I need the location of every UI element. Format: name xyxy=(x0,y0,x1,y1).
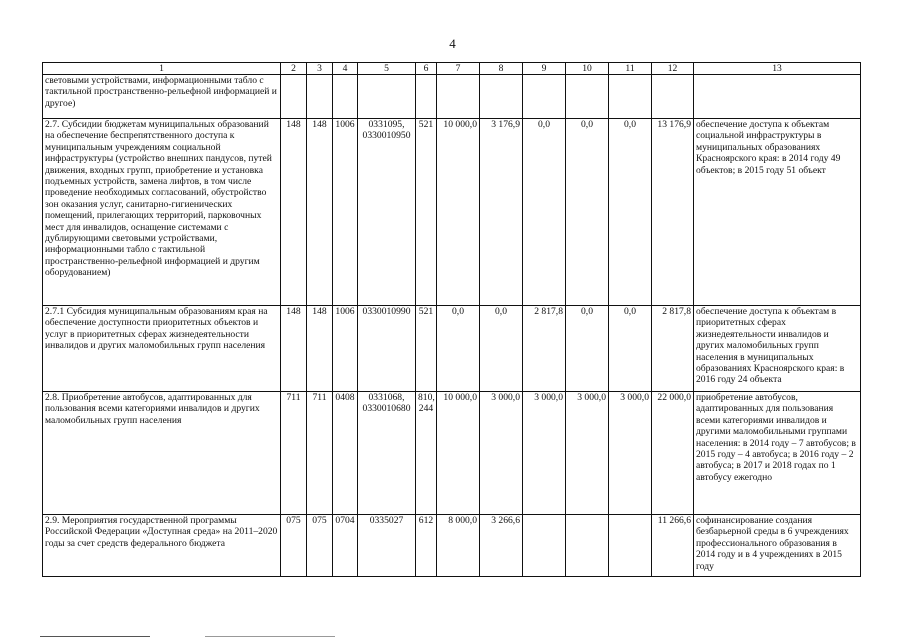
header-cell: 2 xyxy=(281,63,307,75)
result-cell xyxy=(694,75,861,119)
amount-cell: 0,0 xyxy=(523,119,566,306)
cell xyxy=(358,75,416,119)
cell xyxy=(523,75,566,119)
code-cell: 521 xyxy=(416,119,437,306)
header-cell: 4 xyxy=(333,63,358,75)
amount-cell: 3 000,0 xyxy=(523,392,566,515)
amount-cell: 8 000,0 xyxy=(437,515,480,577)
code-cell: 0331068, 0330010680 xyxy=(358,392,416,515)
page-number: 4 xyxy=(449,36,456,51)
amount-cell: 3 266,6 xyxy=(480,515,523,577)
result-cell: софинансирование создания безбарьерной среды в 6 учреждениях профессионального образования в 2014 году и в 4 учреждениях в 2015 году xyxy=(694,515,861,577)
cell xyxy=(307,75,333,119)
code-cell: 148 xyxy=(307,119,333,306)
code-cell: 612 xyxy=(416,515,437,577)
amount-cell: 2 817,8 xyxy=(523,306,566,392)
header-cell: 7 xyxy=(437,63,480,75)
cell xyxy=(652,75,694,119)
cell xyxy=(437,75,480,119)
header-cell: 6 xyxy=(416,63,437,75)
code-cell: 1006 xyxy=(333,119,358,306)
table-row xyxy=(43,306,861,392)
amount-cell xyxy=(566,515,609,577)
header-cell: 10 xyxy=(566,63,609,75)
amount-cell: 0,0 xyxy=(566,119,609,306)
header-cell: 1 xyxy=(43,63,281,75)
cell xyxy=(281,75,307,119)
table-row xyxy=(43,515,861,577)
header-cell: 13 xyxy=(694,63,861,75)
amount-cell: 10 000,0 xyxy=(437,392,480,515)
code-cell: 521 xyxy=(416,306,437,392)
amount-cell: 10 000,0 xyxy=(437,119,480,306)
amount-cell: 3 176,9 xyxy=(480,119,523,306)
column-number-row xyxy=(43,63,861,75)
code-cell: 148 xyxy=(307,306,333,392)
code-cell: 148 xyxy=(281,306,307,392)
header-cell: 9 xyxy=(523,63,566,75)
amount-cell: 3 000,0 xyxy=(609,392,652,515)
description-cell: 2.7.1 Субсидия муниципальным образованиям края на обеспечение доступности приоритетных объектов и услуг в приоритетных сферах жизнедеятельности инвалидов и других маломобильных групп населения xyxy=(43,306,281,392)
program-table xyxy=(42,62,861,577)
table-row xyxy=(43,119,861,306)
amount-cell: 0,0 xyxy=(609,119,652,306)
header-cell: 8 xyxy=(480,63,523,75)
code-cell: 1006 xyxy=(333,306,358,392)
footer-rule xyxy=(205,636,335,637)
code-cell: 075 xyxy=(281,515,307,577)
table-row xyxy=(43,392,861,515)
cell xyxy=(609,75,652,119)
code-cell: 711 xyxy=(281,392,307,515)
code-cell: 148 xyxy=(281,119,307,306)
description-cell: 2.9. Мероприятия государственной программы Российской Федерации «Доступная среда» на 2011–2020 годы за счет средств федерального бюджета xyxy=(43,515,281,577)
total-cell: 2 817,8 xyxy=(652,306,694,392)
header-cell: 5 xyxy=(358,63,416,75)
result-cell: обеспечение доступа к объектам социальной инфраструктуры в муниципальных образованиях Красноярского края: в 2014 году 49 объектов; в 2015 году 51 объект xyxy=(694,119,861,306)
header-cell: 3 xyxy=(307,63,333,75)
result-cell: приобретение автобусов, адаптированных для пользования всеми категориями инвалидов и другими маломобильными группами населения: в 2014 году – 7 автобусов; в 2015 году – 4 автобуса; в 2016 году – 2 автобуса; в 2017 и 2018 годах по 1 автобусу ежегодно xyxy=(694,392,861,515)
amount-cell: 0,0 xyxy=(566,306,609,392)
amount-cell: 0,0 xyxy=(480,306,523,392)
code-cell: 810, 244 xyxy=(416,392,437,515)
description-cell: 2.7. Субсидии бюджетам муниципальных образований на обеспечение беспрепятственного доступа к муниципальным учреждениям социальной инфраструктуры (устройство внешних пандусов, путей движения, входных групп, приобретение и установка подъемных устройств, замена лифтов, в том числе проведение необходимых согласований, обустройство зон оказания услуг, санитарно-гигиенических помещений, прилегающих территорий, парковочных мест для инвалидов, оснащение системами с дублирующими световыми устройствами, информационными табло с тактильной пространственно-рельефной информацией и другим оборудованием) xyxy=(43,119,281,306)
cell xyxy=(480,75,523,119)
description-cell: световыми устройствами, информационными табло с тактильной пространственно-рельефной информацией и другое) xyxy=(43,75,281,119)
code-cell: 711 xyxy=(307,392,333,515)
code-cell: 0331095, 0330010950 xyxy=(358,119,416,306)
cell xyxy=(333,75,358,119)
description-cell: 2.8. Приобретение автобусов, адаптированных для пользования всеми категориями инвалидов и других маломобильных групп населения xyxy=(43,392,281,515)
cell xyxy=(566,75,609,119)
result-cell: обеспечение доступа к объектам в приоритетных сферах жизнедеятельности инвалидов и других маломобильных групп населения в муниципальных образованиях Красноярского края: в 2016 году 24 объекта xyxy=(694,306,861,392)
amount-cell: 3 000,0 xyxy=(480,392,523,515)
amount-cell: 0,0 xyxy=(437,306,480,392)
code-cell: 0408 xyxy=(333,392,358,515)
total-cell: 11 266,6 xyxy=(652,515,694,577)
amount-cell xyxy=(523,515,566,577)
code-cell: 0335027 xyxy=(358,515,416,577)
footer-rule xyxy=(40,636,150,637)
total-cell: 22 000,0 xyxy=(652,392,694,515)
total-cell: 13 176,9 xyxy=(652,119,694,306)
header-cell: 11 xyxy=(609,63,652,75)
code-cell: 0704 xyxy=(333,515,358,577)
code-cell: 0330010990 xyxy=(358,306,416,392)
code-cell: 075 xyxy=(307,515,333,577)
amount-cell xyxy=(609,515,652,577)
header-cell: 12 xyxy=(652,63,694,75)
amount-cell: 3 000,0 xyxy=(566,392,609,515)
table-row xyxy=(43,75,861,119)
amount-cell: 0,0 xyxy=(609,306,652,392)
cell xyxy=(416,75,437,119)
